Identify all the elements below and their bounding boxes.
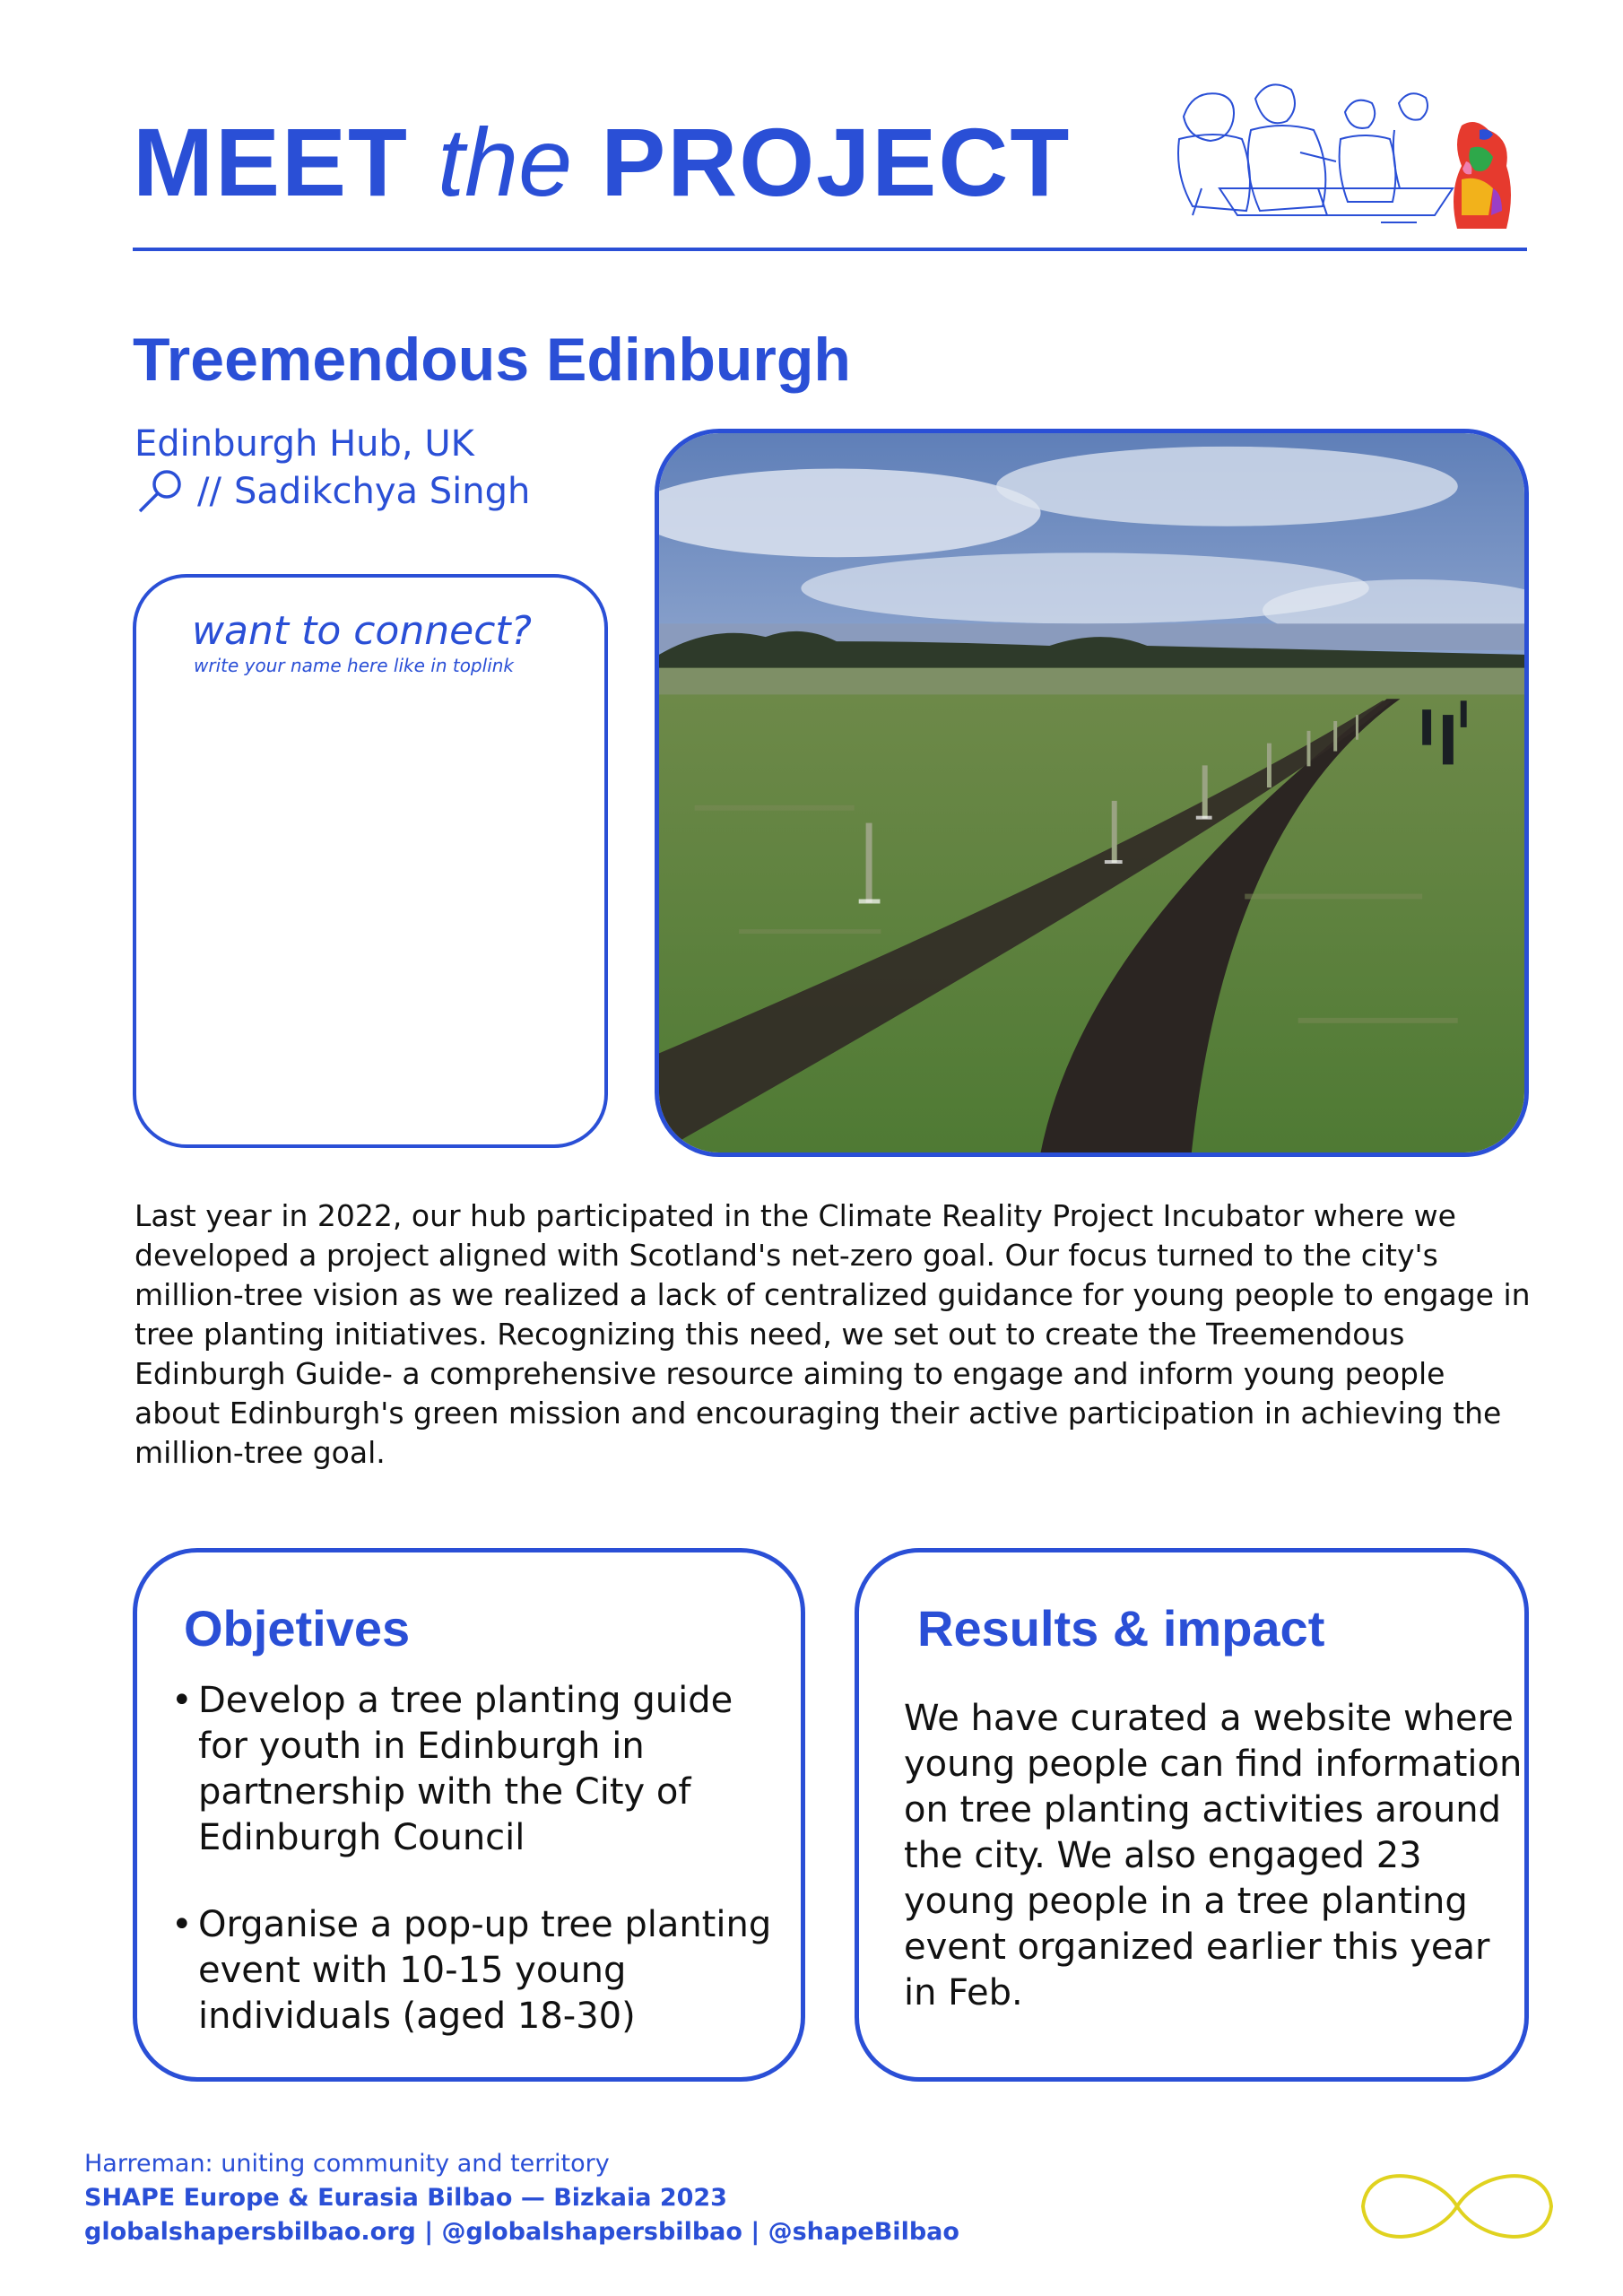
hub-location: Edinburgh Hub, UK: [135, 423, 474, 465]
header-divider: [133, 248, 1527, 251]
footer: [84, 2147, 959, 2249]
footer-tagline: Harreman: uniting community and territory: [84, 2150, 610, 2178]
people-around-table-illustration: [1166, 63, 1533, 233]
project-description: Last year in 2022, our hub participated in the Climate Reality Project Incubator where we developed a project aligned with Scotland's net-zero goal. Our focus turned to the city's million-tree vision as we realized a lack of centralized guidance for young people to engage in tree planting initiatives. Recognizing this need, we set out to create the Treemendous Edinburgh Guide- a comprehensive resource aiming to engage and inform young people about Edinburgh's green mission and encouraging their active participation in achieving the million-tree goal.: [135, 1198, 1531, 1470]
objectives-card: [133, 1548, 805, 2082]
magnifier-icon: [135, 468, 185, 515]
connect-box[interactable]: [133, 574, 608, 1148]
connect-title: want to connect?: [192, 608, 532, 654]
objectives-title: Objetives: [184, 1600, 411, 1657]
project-photo: [655, 429, 1529, 1157]
infinity-logo-icon: [1350, 2157, 1565, 2256]
objective-item: • Develop a tree planting guide for youth in Edinburgh in partnership with the City of Edinburgh Council: [171, 1678, 781, 1861]
person-name: Sadikchya Singh: [233, 471, 531, 512]
connect-hint: write your name here like in toplink: [194, 655, 515, 676]
project-name: Treemendous Edinburgh: [133, 326, 851, 394]
results-card: [855, 1548, 1529, 2082]
results-title: Results & impact: [917, 1600, 1325, 1657]
title-the: the: [438, 108, 573, 216]
objectives-list: [171, 1678, 781, 2081]
project-lead: [135, 468, 530, 515]
objective-item: • Organise a pop-up tree planting event with 10-15 young individuals (aged 18-30): [171, 1902, 781, 2039]
results-text: We have curated a website where young people can find information on tree planting activities around the city. We also engaged 23 young people in a tree planting event organized earlier this year in Feb.: [904, 1698, 1523, 2013]
title-meet: MEET: [133, 108, 410, 216]
person-prefix: //: [197, 471, 221, 512]
title-project: PROJECT: [601, 108, 1072, 216]
tree-planting-field-photo: [659, 433, 1524, 1152]
page-title: [133, 106, 1071, 218]
footer-event: SHAPE Europe & Eurasia Bilbao — Bizkaia 2023: [84, 2184, 727, 2212]
footer-links[interactable]: globalshapersbilbao.org | @globalshapersbilbao | @shapeBilbao: [84, 2218, 959, 2246]
